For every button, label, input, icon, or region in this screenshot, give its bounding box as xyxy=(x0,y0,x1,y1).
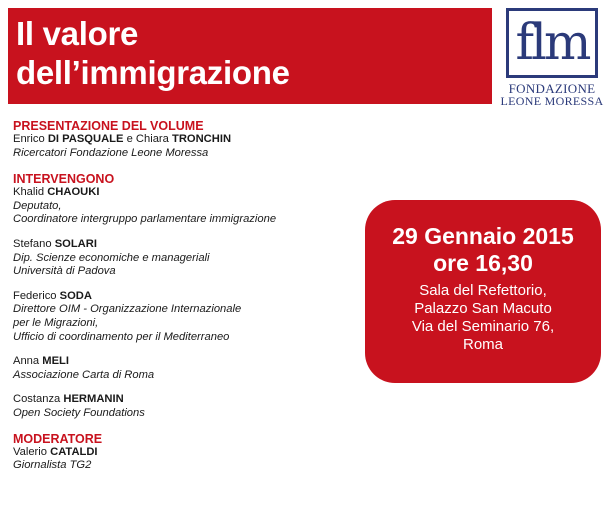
section-title: PRESENTAZIONE DEL VOLUME xyxy=(13,119,204,133)
title-line-1: Il valore xyxy=(16,15,139,52)
speaker-name xyxy=(13,186,353,200)
speaker-last-name: SODA xyxy=(59,289,92,302)
event-date: 29 Gennaio 2015 xyxy=(392,223,574,249)
speaker-name xyxy=(13,290,353,304)
program-column xyxy=(13,119,353,473)
event-title xyxy=(16,14,492,92)
author-last-name: DI PASQUALE xyxy=(47,133,124,145)
logo-frame xyxy=(506,8,598,78)
title-line-2: dell’immigrazione xyxy=(16,54,290,91)
event-time: ore 16,30 xyxy=(433,250,533,276)
author-join: e xyxy=(126,133,133,145)
speaker-entry xyxy=(13,393,353,420)
speaker-role: Coordinatore intergruppo parlamentare immigrazione xyxy=(13,213,277,226)
moderator-first-name: Valerio xyxy=(13,445,47,458)
speaker-role: Università di Padova xyxy=(13,265,116,278)
presentation-role: Ricercatori Fondazione Leone Moressa xyxy=(13,146,209,159)
speaker-first-name: Anna xyxy=(13,355,40,368)
event-details-box xyxy=(365,200,601,383)
speaker-role: Associazione Carta di Roma xyxy=(13,368,155,381)
moderator-name xyxy=(13,446,353,460)
title-banner xyxy=(8,8,492,104)
presentation-section xyxy=(13,119,353,160)
logo-text-line-2: LEONE MORESSA xyxy=(500,94,604,108)
speaker-role: Deputato, xyxy=(13,199,62,212)
author-first-name: Enrico xyxy=(13,133,45,145)
section-title: INTERVENGONO xyxy=(13,172,115,187)
speaker-entry xyxy=(13,290,353,344)
speaker-role: Ufficio di coordinamento per il Mediterraneo xyxy=(13,330,230,343)
speaker-first-name: Federico xyxy=(13,289,57,302)
event-venue-line: Sala del Refettorio, xyxy=(419,282,547,299)
speaker-role: per le Migrazioni, xyxy=(13,316,99,329)
speaker-first-name: Stefano xyxy=(13,237,52,250)
speaker-entry xyxy=(13,186,353,227)
speaker-first-name: Costanza xyxy=(13,393,61,406)
author-last-name: TRONCHIN xyxy=(171,133,232,145)
speaker-role: Dip. Scienze economiche e manageriali xyxy=(13,251,210,264)
event-venue-line: Via del Seminario 76, xyxy=(411,318,555,335)
logo-text-line-1: FONDAZIONE xyxy=(508,81,596,96)
presentation-authors xyxy=(13,133,353,147)
speaker-role: Open Society Foundations xyxy=(13,406,145,419)
speakers-list xyxy=(13,186,353,420)
event-venue-line: Palazzo San Macuto xyxy=(414,300,552,317)
speaker-last-name: MELI xyxy=(42,355,69,368)
speakers-section xyxy=(13,172,353,420)
speaker-last-name: HERMANIN xyxy=(63,393,124,406)
speaker-last-name: SOLARI xyxy=(54,237,97,250)
speaker-entry xyxy=(13,238,353,279)
speaker-name xyxy=(13,238,353,252)
speaker-name xyxy=(13,355,353,369)
moderator-section xyxy=(13,432,353,473)
speaker-name xyxy=(13,393,353,407)
section-title: MODERATORE xyxy=(13,431,103,446)
speaker-entry xyxy=(13,355,353,382)
logo-mark: flm xyxy=(515,13,589,71)
moderator-last-name: CATALDI xyxy=(50,445,98,458)
moderator-role: Giornalista TG2 xyxy=(13,459,92,472)
speaker-role: Direttore OIM - Organizzazione Internazionale xyxy=(13,303,242,316)
speaker-first-name: Khalid xyxy=(13,186,45,199)
foundation-logo xyxy=(500,8,604,108)
speaker-last-name: CHAOUKI xyxy=(47,186,100,199)
event-venue-line: Roma xyxy=(462,336,503,353)
author-first-name: Chiara xyxy=(135,133,169,145)
